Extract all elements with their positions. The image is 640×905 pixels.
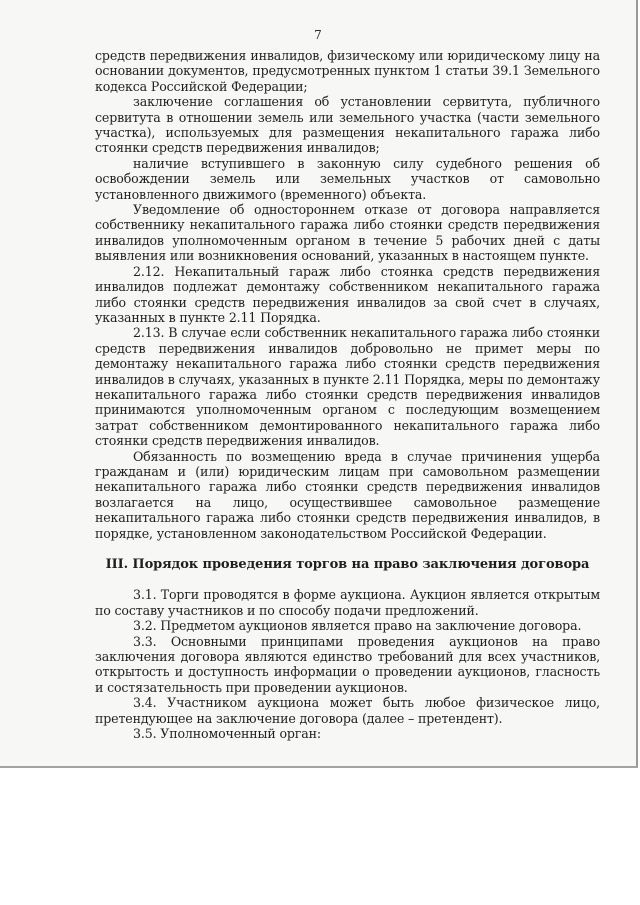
paragraph: Уведомление об одностороннем отказе от договора направляется собственнику некапитального гаража либо стоянки средств передвижения инвалидов уполномоченным органом в течение 5 рабочих дней с даты выявления или возникновения оснований, указанных в настоящем пункте. xyxy=(95,202,600,264)
paragraph: 3.1. Торги проводятся в форме аукциона. Аукцион является открытым по составу участников и по способу подачи предложений. xyxy=(95,587,600,618)
paragraph: наличие вступившего в законную силу судебного решения об освобождении земель или земельных участков от самовольно установленного движимого (временного) объекта. xyxy=(95,155,600,202)
paragraph: 2.12. Некапитальный гараж либо стоянка средств передвижения инвалидов подлежат демонтажу собственником некапитального гаража либо стоянки средств передвижения инвалидов за свой счет в случаях, указанных в пункте 2.11 Порядка. xyxy=(95,263,600,325)
paragraph: средств передвижения инвалидов, физическому или юридическому лицу на основании документов, предусмотренных пунктом 1 статьи 39.1 Земельного кодекса Российской Федерации; xyxy=(95,48,600,94)
section-heading: III. Порядок проведения торгов на право заключения договора xyxy=(105,557,590,572)
paragraph: Обязанность по возмещению вреда в случае причинения ущерба гражданам и (или) юридическим лицам при самовольном размещении некапитального гаража либо стоянки средств передвижения инвалидов возлагается на лицо, осуществившее самовольное размещение некапитального гаража либо стоянки средств передвижения инвалидов, в порядке, установленном законодательством Российской Федерации. xyxy=(95,448,600,541)
paragraph: 3.4. Участником аукциона может быть любое физическое лицо, претендующее на заключение договора (далее – претендент). xyxy=(95,695,600,726)
paragraph: заключение соглашения об установлении сервитута, публичного сервитута в отношении земель или земельного участка (части земельного участка), используемых для размещения некапитального гаража либо стоянки средств передвижения инвалидов; xyxy=(95,94,600,156)
page-number: 7 xyxy=(314,28,322,42)
paragraphs-after xyxy=(95,587,600,741)
paragraph: 3.5. Уполномоченный орган: xyxy=(133,726,321,742)
paragraph: 3.3. Основными принципами проведения аукционов на право заключения договора являются единство требований для всех участников, открытость и доступность информации о проведении аукционов, гласность и состязательность при проведении аукционов. xyxy=(95,633,600,695)
paragraphs-before xyxy=(95,48,600,541)
paragraph: 2.13. В случае если собственник некапитального гаража либо стоянки средств передвижения инвалидов добровольно не примет меры по демонтажу некапитального гаража либо стоянки средств передвижения инвалидов в случаях, указанных в пункте 2.11 Порядка, меры по демонтажу некапитального гаража либо стоянки средств передвижения инвалидов принимаются уполномоченным органом с последующим возмещением затрат собственником демонтированного некапитального гаража либо стоянки средств передвижения инвалидов. xyxy=(95,325,600,449)
document-body xyxy=(95,48,600,741)
paragraph: 3.2. Предметом аукционов является право на заключение договора. xyxy=(133,618,582,634)
